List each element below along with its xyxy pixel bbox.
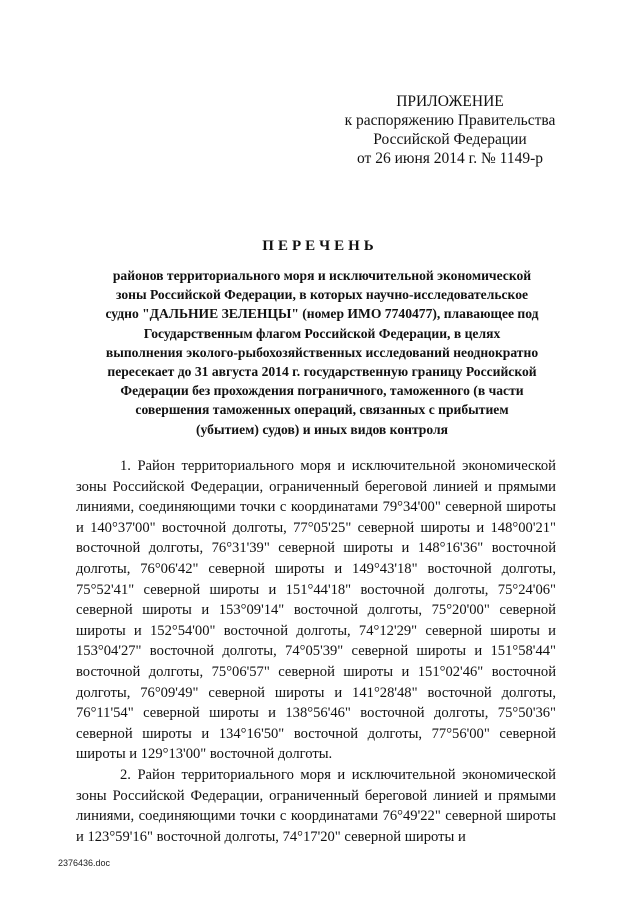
paragraph-2: 2. Район территориального моря и исключительной экономической зоны Российской Федерации, ограниченный береговой линией и прямыми линиями, соединяющими точки с координатами 76°49'22" северной широты и 123°59'16" восточной долготы, 74°17'20" северной широты и	[76, 766, 556, 845]
document-subtitle	[82, 266, 562, 439]
appendix-title: ПРИЛОЖЕНИЕ	[396, 93, 504, 110]
file-name-footer: 2376436.doc	[58, 858, 111, 868]
appendix-line-date: от 26 июня 2014 г. № 1149-р	[357, 150, 543, 167]
subtitle-line: судно "ДАЛЬНИЕ ЗЕЛЕНЦЫ" (номер ИМО 7740477), плавающее под	[105, 306, 539, 322]
document-title: ПЕРЕЧЕНЬ	[262, 238, 378, 254]
appendix-line-order: к распоряжению Правительства	[344, 112, 556, 129]
subtitle-line: Государственным флагом Российской Федерации, в целях	[143, 325, 501, 341]
subtitle-line: зоны Российской Федерации, в которых научно-исследовательское	[115, 287, 529, 303]
document-body	[76, 456, 556, 847]
subtitle-line: (убытием) судов) и иных видов контроля	[196, 421, 448, 437]
appendix-line-government: Российской Федерации	[373, 131, 527, 148]
subtitle-line: выполнения эколого-рыбохозяйственных исследований неоднократно	[105, 344, 539, 360]
appendix-header	[320, 92, 580, 168]
subtitle-line: районов территориального моря и исключительной экономической	[112, 268, 532, 283]
subtitle-line: Федерации без прохождения пограничного, таможенного (в части	[120, 383, 524, 399]
subtitle-line: пересекает до 31 августа 2014 г. государственную границу Российской	[107, 364, 537, 380]
subtitle-line: совершения таможенных операций, связанных с прибытием	[135, 402, 509, 418]
paragraph-1: 1. Район территориального моря и исключительной экономической зоны Российской Федерации, ограниченный береговой линией и прямыми линиями, соединяющими точки с координатами 79°34'00" северной широты и 140°37'00" восточной долготы, 77°05'25" северной широты и 148°00'21" восточной долготы, 76°31'39" северной широты и 148°16'36" восточной долготы, 76°06'42" северной широты и 149°43'18" восточной долготы, 75°52'41" северной широты и 151°44'18" восточной долготы, 75°24'06" северной широты и 153°09'14" восточной долготы, 75°20'00" северной широты и 152°54'00" восточной долготы, 74°12'29" северной широты и 153°04'27" восточной долготы, 74°05'39" северной широты и 151°58'44" восточной долготы, 75°06'57" северной широты и 151°02'46" восточной долготы, 76°09'49" северной широты и 141°28'48" восточной долготы, 76°11'54" северной широты и 138°56'46" восточной долготы, 75°50'36" северной широты и 134°16'50" восточной долготы, 77°56'00" северной широты и 129°13'00" восточной долготы.	[76, 458, 556, 763]
